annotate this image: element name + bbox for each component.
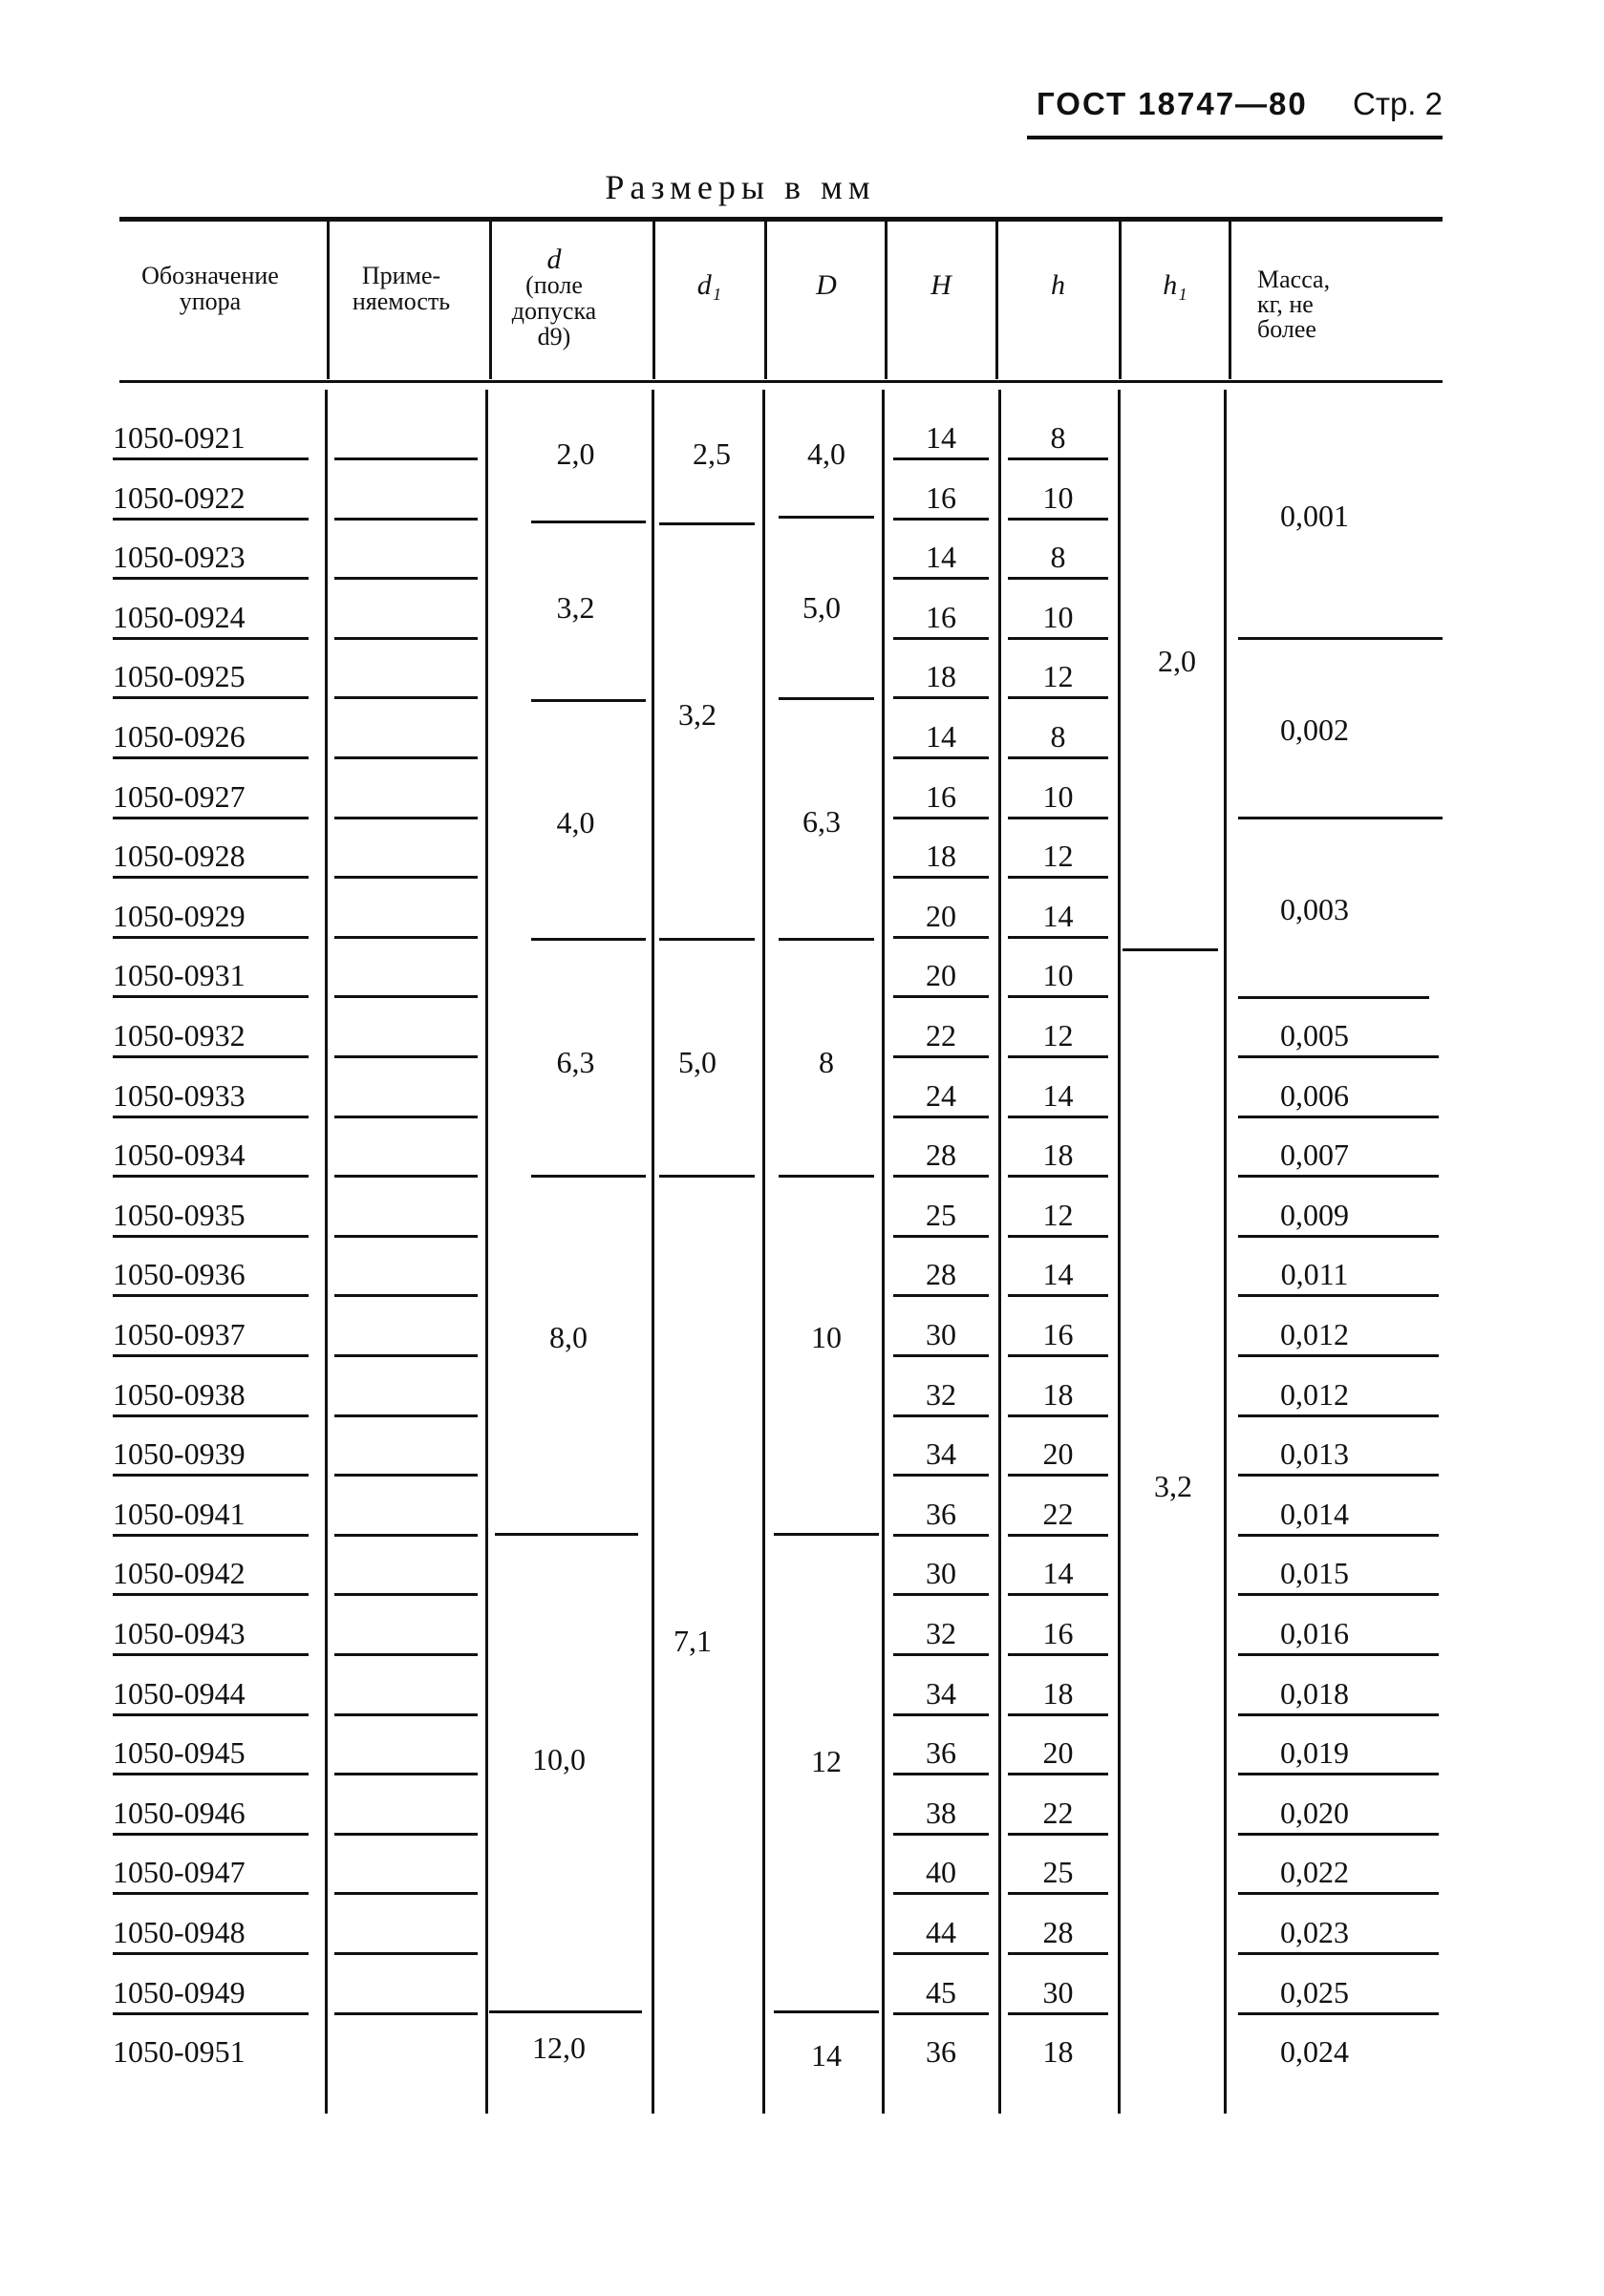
- cell-h: 20: [1042, 1735, 1074, 1770]
- applicability-blank: [334, 1294, 478, 1297]
- cell-H: 18: [926, 659, 956, 693]
- cell-h: 12: [1042, 839, 1074, 873]
- row-underline: [893, 1116, 989, 1118]
- row-code: 1050-0936: [113, 1257, 246, 1291]
- cell-h: 18: [1042, 1137, 1074, 1172]
- column-divider: [998, 390, 1001, 2114]
- cell-h: 30: [1042, 1975, 1074, 2009]
- row-underline: [1238, 1414, 1439, 1417]
- cell-H: 34: [926, 1436, 956, 1471]
- row-underline: [1238, 1952, 1439, 1955]
- row-underline: [1238, 1653, 1439, 1656]
- cell-mass: 0,012: [1280, 1317, 1349, 1351]
- cell-H: 24: [926, 1078, 956, 1113]
- row-underline: [113, 1116, 309, 1118]
- cell-H: 38: [926, 1796, 956, 1830]
- row-code: 1050-0937: [113, 1317, 246, 1351]
- cell-h: 8: [1050, 719, 1066, 754]
- applicability-blank: [334, 1354, 478, 1357]
- row-underline: [1008, 637, 1108, 640]
- column-divider: [882, 390, 885, 2114]
- cell-h: 14: [1042, 1257, 1074, 1291]
- row-underline: [113, 1892, 309, 1895]
- column-divider: [489, 222, 492, 379]
- cell-mass: 0,019: [1280, 1735, 1349, 1770]
- row-code: 1050-0935: [113, 1198, 246, 1232]
- header-h: h: [1051, 269, 1065, 301]
- row-underline: [1008, 1713, 1108, 1716]
- column-divider: [1229, 222, 1231, 379]
- row-underline: [893, 936, 989, 939]
- header-d: d (поле допуска d9): [511, 244, 597, 351]
- cell-H: 34: [926, 1676, 956, 1711]
- group-separator: [774, 1533, 879, 1536]
- cell-mass: 0,015: [1280, 1556, 1349, 1590]
- cell-D: 10: [811, 1320, 842, 1354]
- row-underline: [113, 1294, 309, 1297]
- row-underline: [893, 1952, 989, 1955]
- row-underline: [893, 1653, 989, 1656]
- row-underline: [893, 577, 989, 580]
- cell-H: 44: [926, 1915, 956, 1949]
- applicability-blank: [334, 936, 478, 939]
- cell-D: 12: [811, 1744, 842, 1778]
- row-underline: [893, 2012, 989, 2015]
- cell-h: 14: [1042, 1078, 1074, 1113]
- cell-H: 20: [926, 899, 956, 933]
- cell-D: 4,0: [807, 436, 845, 471]
- cell-mass: 0,020: [1280, 1796, 1349, 1830]
- cell-d: 2,0: [556, 436, 595, 471]
- row-underline: [1238, 1833, 1439, 1836]
- row-underline: [893, 876, 989, 879]
- applicability-blank: [334, 817, 478, 819]
- cell-H: 28: [926, 1257, 956, 1291]
- cell-D: 6,3: [802, 804, 841, 839]
- row-code: 1050-0938: [113, 1377, 246, 1412]
- column-divider: [652, 222, 655, 379]
- row-underline: [1008, 817, 1108, 819]
- cell-h: 14: [1042, 1556, 1074, 1590]
- cell-h: 20: [1042, 1436, 1074, 1471]
- cell-h: 8: [1050, 540, 1066, 574]
- row-underline: [113, 1474, 309, 1477]
- row-code: 1050-0947: [113, 1855, 246, 1889]
- group-separator: [531, 938, 646, 941]
- applicability-blank: [334, 1952, 478, 1955]
- cell-H: 36: [926, 2034, 956, 2069]
- row-underline: [893, 1773, 989, 1775]
- row-underline: [113, 756, 309, 759]
- cell-mass: 0,011: [1280, 1257, 1349, 1291]
- cell-H: 36: [926, 1497, 956, 1531]
- row-underline: [1008, 995, 1108, 998]
- group-separator: [779, 938, 874, 941]
- header-designation: Обозначение упора: [141, 262, 279, 315]
- row-underline: [1238, 1773, 1439, 1775]
- applicability-blank: [334, 1593, 478, 1596]
- row-underline: [1238, 1116, 1439, 1118]
- applicability-blank: [334, 1235, 478, 1238]
- cell-H: 32: [926, 1377, 956, 1412]
- row-underline: [1008, 1354, 1108, 1357]
- row-underline: [113, 2012, 309, 2015]
- row-underline: [893, 518, 989, 521]
- row-underline: [113, 936, 309, 939]
- applicability-blank: [334, 518, 478, 521]
- row-underline: [1238, 1534, 1439, 1537]
- standard-number: ГОСТ 18747—80: [1037, 86, 1308, 121]
- cell-H: 30: [926, 1556, 956, 1590]
- row-underline: [1238, 1354, 1439, 1357]
- group-separator: [779, 697, 874, 700]
- row-underline: [893, 1294, 989, 1297]
- cell-mass: 0,024: [1280, 2034, 1349, 2069]
- row-underline: [1238, 1892, 1439, 1895]
- applicability-blank: [334, 457, 478, 460]
- row-underline: [113, 518, 309, 521]
- row-code: 1050-0939: [113, 1436, 246, 1471]
- column-divider: [485, 390, 488, 2114]
- cell-h1: 2,0: [1158, 644, 1196, 678]
- applicability-blank: [334, 1474, 478, 1477]
- row-underline: [1008, 1294, 1108, 1297]
- cell-mass: 0,009: [1280, 1198, 1349, 1232]
- table-caption: Размеры в мм: [605, 168, 876, 206]
- row-underline: [1008, 756, 1108, 759]
- row-code: 1050-0933: [113, 1078, 246, 1113]
- row-code: 1050-0927: [113, 779, 246, 814]
- cell-H: 36: [926, 1735, 956, 1770]
- row-underline: [113, 1175, 309, 1178]
- row-code: 1050-0931: [113, 958, 246, 992]
- group-separator: [531, 1175, 646, 1178]
- cell-D: 14: [811, 2038, 842, 2073]
- cell-mass: 0,023: [1280, 1915, 1349, 1949]
- row-underline: [113, 1653, 309, 1656]
- cell-H: 16: [926, 779, 956, 814]
- applicability-blank: [334, 995, 478, 998]
- row-code: 1050-0932: [113, 1018, 246, 1052]
- row-code: 1050-0923: [113, 540, 246, 574]
- cell-H: 16: [926, 480, 956, 515]
- cell-mass: 0,025: [1280, 1975, 1349, 2009]
- cell-h: 8: [1050, 420, 1066, 455]
- row-underline: [113, 577, 309, 580]
- row-underline: [113, 696, 309, 699]
- cell-h: 12: [1042, 1198, 1074, 1232]
- applicability-blank: [334, 1773, 478, 1775]
- page-number: Стр. 2: [1353, 86, 1443, 121]
- row-underline: [893, 1414, 989, 1417]
- row-underline: [113, 1952, 309, 1955]
- cell-d1: 5,0: [678, 1045, 716, 1079]
- cell-H: 32: [926, 1616, 956, 1650]
- row-underline: [1238, 1593, 1439, 1596]
- cell-H: 14: [926, 540, 956, 574]
- cell-h: 14: [1042, 899, 1074, 933]
- group-separator: [531, 699, 646, 702]
- row-underline: [113, 1773, 309, 1775]
- row-code: 1050-0941: [113, 1497, 246, 1531]
- row-code: 1050-0949: [113, 1975, 246, 2009]
- group-separator: [1123, 948, 1218, 951]
- row-underline: [893, 1713, 989, 1716]
- row-underline: [1008, 936, 1108, 939]
- row-underline: [893, 756, 989, 759]
- column-divider: [1118, 390, 1121, 2114]
- cell-h: 18: [1042, 1377, 1074, 1412]
- applicability-blank: [334, 1055, 478, 1058]
- row-underline: [1008, 1175, 1108, 1178]
- cell-h: 12: [1042, 1018, 1074, 1052]
- cell-mass: 0,014: [1280, 1497, 1349, 1531]
- column-divider: [764, 222, 767, 379]
- row-underline: [893, 1354, 989, 1357]
- row-underline: [1008, 2012, 1108, 2015]
- cell-d: 6,3: [556, 1045, 595, 1079]
- row-underline: [1008, 577, 1108, 580]
- row-underline: [893, 1534, 989, 1537]
- row-underline: [113, 995, 309, 998]
- applicability-blank: [334, 1414, 478, 1417]
- cell-mass: 0,007: [1280, 1137, 1349, 1172]
- column-divider: [1119, 222, 1122, 379]
- cell-d1: 2,5: [693, 436, 731, 471]
- applicability-blank: [334, 1116, 478, 1118]
- row-underline: [893, 1833, 989, 1836]
- row-underline: [1238, 1235, 1439, 1238]
- row-underline: [1008, 1414, 1108, 1417]
- applicability-blank: [334, 637, 478, 640]
- row-underline: [113, 1354, 309, 1357]
- row-code: 1050-0942: [113, 1556, 246, 1590]
- row-underline: [893, 1593, 989, 1596]
- row-underline: [893, 1235, 989, 1238]
- cell-mass: 0,003: [1280, 892, 1349, 926]
- cell-H: 14: [926, 420, 956, 455]
- cell-h: 22: [1042, 1497, 1074, 1531]
- cell-d: 8,0: [549, 1320, 588, 1354]
- cell-h: 22: [1042, 1796, 1074, 1830]
- cell-mass: 0,002: [1280, 712, 1349, 747]
- header-mass: Масса, кг, не более: [1257, 266, 1331, 343]
- applicability-blank: [334, 1713, 478, 1716]
- cell-H: 16: [926, 600, 956, 634]
- row-underline: [1008, 876, 1108, 879]
- row-underline: [1008, 1773, 1108, 1775]
- group-separator: [774, 2010, 879, 2013]
- row-underline: [1008, 696, 1108, 699]
- group-separator: [1238, 637, 1443, 640]
- cell-h: 10: [1042, 779, 1074, 814]
- table-top-rule: [119, 217, 1443, 222]
- row-code: 1050-0926: [113, 719, 246, 754]
- row-underline: [893, 457, 989, 460]
- cell-h: 18: [1042, 1676, 1074, 1711]
- cell-mass: 0,001: [1280, 499, 1349, 533]
- cell-d: 12,0: [532, 2030, 586, 2065]
- row-code: 1050-0922: [113, 480, 246, 515]
- row-underline: [1008, 1534, 1108, 1537]
- cell-d1: 7,1: [674, 1624, 712, 1658]
- row-underline: [1008, 1235, 1108, 1238]
- cell-H: 22: [926, 1018, 956, 1052]
- cell-mass: 0,013: [1280, 1436, 1349, 1471]
- header-d1: d₁: [696, 269, 722, 301]
- applicability-blank: [334, 756, 478, 759]
- cell-mass: 0,016: [1280, 1616, 1349, 1650]
- header-D: D: [816, 269, 837, 301]
- row-underline: [113, 457, 309, 460]
- cell-h: 10: [1042, 480, 1074, 515]
- cell-d: 10,0: [532, 1742, 586, 1776]
- cell-d: 3,2: [556, 590, 595, 625]
- cell-mass: 0,018: [1280, 1676, 1349, 1711]
- row-underline: [113, 876, 309, 879]
- row-underline: [113, 1055, 309, 1058]
- applicability-blank: [334, 2012, 478, 2015]
- group-separator: [1238, 817, 1443, 819]
- header-applicability: Приме- няемость: [352, 262, 451, 315]
- cell-h: 10: [1042, 958, 1074, 992]
- row-underline: [113, 1713, 309, 1716]
- group-separator: [1238, 996, 1429, 999]
- row-underline: [1238, 1474, 1439, 1477]
- cell-h: 16: [1042, 1616, 1074, 1650]
- row-code: 1050-0948: [113, 1915, 246, 1949]
- applicability-blank: [334, 1534, 478, 1537]
- row-underline: [1238, 2012, 1439, 2015]
- column-divider: [327, 222, 330, 379]
- cell-H: 28: [926, 1137, 956, 1172]
- row-underline: [1238, 1713, 1439, 1716]
- cell-H: 14: [926, 719, 956, 754]
- cell-H: 25: [926, 1198, 956, 1232]
- group-separator: [659, 1175, 755, 1178]
- cell-H: 30: [926, 1317, 956, 1351]
- row-underline: [893, 817, 989, 819]
- cell-h1: 3,2: [1154, 1469, 1192, 1503]
- cell-mass: 0,012: [1280, 1377, 1349, 1412]
- column-divider: [885, 222, 888, 379]
- row-code: 1050-0924: [113, 600, 246, 634]
- row-underline: [113, 637, 309, 640]
- group-separator: [659, 522, 755, 525]
- row-underline: [113, 1593, 309, 1596]
- applicability-blank: [334, 577, 478, 580]
- applicability-blank: [334, 1892, 478, 1895]
- cell-h: 16: [1042, 1317, 1074, 1351]
- row-code: 1050-0946: [113, 1796, 246, 1830]
- row-underline: [113, 1833, 309, 1836]
- row-underline: [113, 1534, 309, 1537]
- applicability-blank: [334, 1833, 478, 1836]
- row-underline: [1008, 1055, 1108, 1058]
- row-underline: [1238, 1055, 1439, 1058]
- row-code: 1050-0928: [113, 839, 246, 873]
- table-header-rule: [119, 380, 1443, 383]
- row-underline: [893, 1474, 989, 1477]
- row-underline: [1008, 1833, 1108, 1836]
- row-code: 1050-0925: [113, 659, 246, 693]
- cell-h: 10: [1042, 600, 1074, 634]
- row-underline: [893, 1055, 989, 1058]
- cell-d1: 3,2: [678, 697, 716, 732]
- applicability-blank: [334, 1653, 478, 1656]
- row-underline: [113, 817, 309, 819]
- row-underline: [1008, 1593, 1108, 1596]
- column-divider: [652, 390, 654, 2114]
- cell-H: 45: [926, 1975, 956, 2009]
- column-divider: [995, 222, 998, 379]
- column-divider: [325, 390, 328, 2114]
- cell-H: 40: [926, 1855, 956, 1889]
- row-underline: [893, 637, 989, 640]
- row-underline: [113, 1414, 309, 1417]
- row-underline: [113, 1235, 309, 1238]
- row-underline: [893, 995, 989, 998]
- row-code: 1050-0921: [113, 420, 246, 455]
- group-separator: [489, 2010, 642, 2013]
- cell-h: 28: [1042, 1915, 1074, 1949]
- group-separator: [779, 1175, 874, 1178]
- cell-mass: 0,006: [1280, 1078, 1349, 1113]
- column-divider: [762, 390, 765, 2114]
- row-code: 1050-0944: [113, 1676, 246, 1711]
- cell-h: 25: [1042, 1855, 1074, 1889]
- cell-D: 5,0: [802, 590, 841, 625]
- group-separator: [659, 938, 755, 941]
- cell-D: 8: [819, 1045, 834, 1079]
- header-H: H: [930, 269, 952, 301]
- row-underline: [1008, 518, 1108, 521]
- cell-d: 4,0: [556, 805, 595, 840]
- row-underline: [1008, 1653, 1108, 1656]
- row-underline: [1238, 1175, 1439, 1178]
- cell-H: 18: [926, 839, 956, 873]
- applicability-blank: [334, 1175, 478, 1178]
- cell-mass: 0,022: [1280, 1855, 1349, 1889]
- row-underline: [1238, 1294, 1439, 1297]
- page-header: [1027, 78, 1443, 139]
- header-h1: h₁: [1163, 269, 1187, 301]
- applicability-blank: [334, 696, 478, 699]
- cell-h: 18: [1042, 2034, 1074, 2069]
- row-underline: [893, 696, 989, 699]
- row-code: 1050-0929: [113, 899, 246, 933]
- row-underline: [893, 1175, 989, 1178]
- group-separator: [531, 521, 646, 523]
- row-code: 1050-0934: [113, 1137, 246, 1172]
- cell-h: 12: [1042, 659, 1074, 693]
- row-code: 1050-0945: [113, 1735, 246, 1770]
- row-underline: [1008, 1474, 1108, 1477]
- row-underline: [1008, 1892, 1108, 1895]
- group-separator: [495, 1533, 638, 1536]
- row-underline: [1008, 1952, 1108, 1955]
- row-code: 1050-0951: [113, 2034, 246, 2069]
- cell-H: 20: [926, 958, 956, 992]
- group-separator: [779, 516, 874, 519]
- row-underline: [893, 1892, 989, 1895]
- row-underline: [1008, 457, 1108, 460]
- row-code: 1050-0943: [113, 1616, 246, 1650]
- cell-mass: 0,005: [1280, 1018, 1349, 1052]
- row-underline: [1008, 1116, 1108, 1118]
- applicability-blank: [334, 876, 478, 879]
